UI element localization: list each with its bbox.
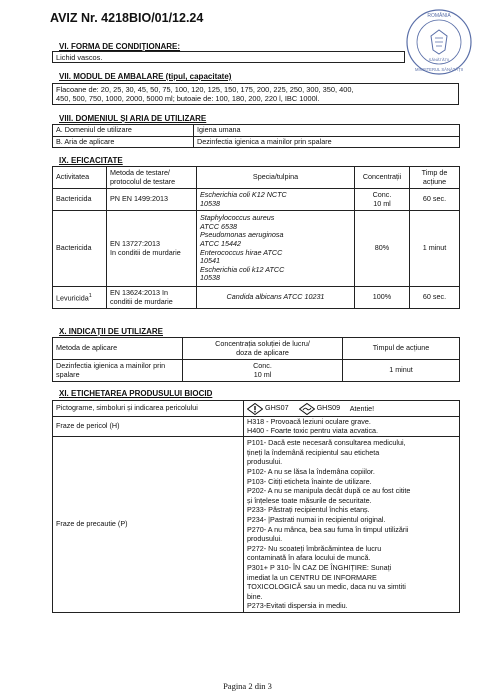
col-method-aplicare: Metoda de aplicare: [53, 338, 183, 360]
precaution-line: TOXICOLOGICĂ sau un medic, daca nu va simtiti: [247, 582, 406, 592]
table-row: [53, 189, 460, 211]
section-forma-title: VI. FORMA DE CONDIȚIONARE:: [59, 42, 181, 51]
row1-species: [197, 189, 355, 211]
precaution-line: contaminată în afara locului de muncă.: [247, 553, 371, 563]
col-timpul: Timpul de acțiune: [343, 338, 460, 360]
precaution-line: P301+ P 310- ÎN CAZ DE ÎNGHIȚIRE: Sunați: [247, 562, 392, 572]
col-conc-doza: [183, 338, 343, 360]
precaution-line: P233- Păstrați recipientul închis etanș.: [247, 505, 370, 515]
ambalare-line-2: 450, 500, 750, 1000, 2000, 5000 ml; butoaie de: 100, 180, 200, 220 l, IBC 1000l.: [56, 94, 320, 104]
precaution-line: bine.: [247, 591, 263, 601]
precaution-line: P234- |Pastrati numai in recipientul original.: [247, 514, 386, 524]
row3-activity-text: Levuricida: [56, 293, 89, 303]
forma-value: [52, 51, 405, 63]
row3-activity: [53, 287, 107, 309]
signal-word: Atentie!: [349, 403, 375, 413]
precaution-line: produsului.: [247, 457, 283, 467]
hazard-cell: [244, 417, 460, 437]
col-activity: Activitatea: [53, 167, 107, 189]
ghs07-exclamation-icon: [247, 403, 263, 415]
precaution-line: produsului.: [247, 534, 283, 544]
precaution-line: P101- Dacă este necesară consultarea medicului,: [247, 438, 406, 448]
col-conc-line2: doza de aplicare: [236, 347, 289, 357]
indicatii-conc-line2: 10 ml: [253, 369, 272, 379]
row3-species: Candida albicans ATCC 10231: [197, 287, 355, 309]
row1-species-line: 10538: [200, 198, 220, 208]
ghs09-environment-icon: [299, 403, 315, 415]
col-time-line2: acțiune: [422, 176, 447, 186]
page-number: Pagina 2 din 3: [223, 681, 272, 691]
ambalare-line-1: Flacoane de: 20, 25, 30, 45, 50, 75, 100, 120, 125, 150, 175, 200, 225, 250, 300, 350, 400,: [56, 85, 354, 94]
precaution-line: P270- A nu mânca, bea sau fuma în timpul utilizării: [247, 524, 409, 534]
section-indicatii-title: X. INDICAȚII DE UTILIZARE: [59, 327, 163, 336]
row2-species-line: Staphylococcus aureus: [200, 213, 275, 223]
indicatii-method: [53, 360, 183, 382]
row2-species-line: Enterococcus hirae ATCC: [200, 247, 283, 257]
row1-time: 60 sec.: [410, 189, 460, 211]
precaution-line: P273-Evitati dispersia in mediu.: [247, 601, 348, 611]
domeniul-value: Igiena umana: [194, 125, 460, 137]
indicatii-conc: [183, 360, 343, 382]
hazard-statement: H318 - Provoacă leziuni oculare grave.: [247, 417, 371, 426]
eficacitate-header-row: [53, 167, 460, 189]
pictogram-row: [53, 401, 460, 417]
row2-time: 1 minut: [410, 211, 460, 287]
etichetare-table: [52, 400, 460, 613]
section-eficacitate-title: IX. EFICACITATE: [59, 156, 123, 165]
row1-method: PN EN 1499:2013: [107, 189, 197, 211]
row2-species-line: 10538: [200, 273, 220, 283]
indicatii-method-line1: Dezinfectia igienica a mainilor prin: [56, 360, 166, 370]
ghs09-label: GHS09: [316, 403, 341, 413]
domeniul-table: [52, 124, 460, 148]
row3-concentration: 100%: [355, 287, 410, 309]
col-method-line2: protocolul de testare: [110, 176, 176, 186]
row3-time: 60 sec.: [410, 287, 460, 309]
row1-species-line: Escherichia coli K12 NCTC: [200, 189, 287, 199]
section-etichetare-title: XI. ETICHETAREA PRODUSULUI BIOCID: [59, 389, 213, 398]
row2-species-line: Pseudomonas aeruginosa: [200, 230, 284, 240]
row2-species-line: Escherichia coli k12 ATCC: [200, 264, 285, 274]
pictogram-cell: [244, 401, 460, 417]
col-method: [107, 167, 197, 189]
table-row: [53, 211, 460, 287]
document-title: AVIZ Nr. 4218BIO/01/12.24: [50, 11, 204, 25]
precaution-line: și înțelese toate măsurile de securitate.: [247, 495, 372, 505]
ghs07-label: GHS07: [265, 403, 289, 413]
table-row: [53, 360, 460, 382]
precaution-row: [53, 437, 460, 613]
row2-species-line: 10541: [200, 256, 220, 266]
hazard-row: [53, 417, 460, 437]
hazard-statement: H400 - Foarte toxic pentru viata acvatica.: [247, 425, 379, 435]
col-species: Specia/tulpina: [197, 167, 355, 189]
stamp-bottom-text: MINISTERUL SĂNĂTĂȚII: [414, 67, 464, 72]
table-row: [53, 136, 460, 148]
precaution-label: Fraze de precautie (P): [53, 437, 244, 613]
table-row: [53, 125, 460, 137]
eficacitate-table: [52, 166, 460, 309]
section-domeniul-title: VIII. DOMENIUL ȘI ARIA DE UTILIZARE: [59, 114, 207, 123]
row2-method: [107, 211, 197, 287]
row2-activity: Bactericida: [53, 211, 107, 287]
indicatii-time: 1 minut: [343, 360, 460, 382]
precaution-line: țineți la îndemână recipientul sau eticheta: [247, 447, 380, 457]
col-time: [410, 167, 460, 189]
pictogram-label: Pictograme, simboluri și indicarea pericolului: [53, 401, 244, 417]
forma-text: Lichid vascos.: [56, 53, 103, 62]
row2-species-line: ATCC 6538: [200, 221, 238, 231]
precaution-line: P103- Citiți eticheta înainte de utilizare.: [247, 476, 372, 486]
precaution-line: P102- A nu se lăsa la îndemâna copiilor.: [247, 466, 375, 476]
table-row: [53, 287, 460, 309]
row2-method-line1: EN 13727:2013: [110, 238, 160, 248]
row1-conc-line2: 10 ml: [373, 198, 391, 208]
ambalare-box: [52, 83, 459, 105]
stamp-center-text: SĂNĂTĂȚII: [428, 57, 450, 62]
col-concentration: Concentrații: [355, 167, 410, 189]
aria-label: B. Aria de aplicare: [53, 136, 194, 148]
stamp-top-text: ROMÂNIA: [427, 13, 451, 19]
precaution-line: imediat la un CENTRU DE INFORMARE: [247, 572, 377, 582]
ministry-stamp-icon: [405, 8, 473, 76]
row3-method-line2: conditii de murdarie: [110, 296, 173, 306]
precaution-line: P202- A nu se manipula decât după ce au fost citite: [247, 486, 411, 496]
row3-activity-sup: 1: [88, 293, 92, 299]
aria-value: Dezinfectia igienica a mainilor prin spalare: [194, 136, 460, 148]
hazard-label: Fraze de pericol (H): [53, 417, 244, 437]
col-method-line1: Metoda de testare/: [110, 167, 170, 177]
row1-concentration: [355, 189, 410, 211]
domeniul-label: A. Domeniul de utilizare: [53, 125, 194, 137]
indicatii-table: [52, 337, 460, 382]
row2-concentration: 80%: [355, 211, 410, 287]
indicatii-header-row: [53, 338, 460, 360]
row3-method: [107, 287, 197, 309]
indicatii-conc-line1: Conc.: [253, 360, 272, 370]
col-conc-line1: Concentrația soluției de lucru/: [215, 338, 310, 348]
col-time-line1: Timp de: [421, 167, 448, 177]
row3-method-line1: EN 13624:2013 In: [110, 287, 168, 297]
row2-species-line: ATCC 15442: [200, 238, 242, 248]
row1-conc-line1: Conc.: [372, 189, 392, 199]
section-ambalare-title: VII. MODUL DE AMBALARE (tipul, capacitate): [59, 72, 232, 81]
precaution-cell: [244, 437, 460, 613]
indicatii-method-line2: spalare: [56, 369, 80, 379]
row2-species: [197, 211, 355, 287]
row1-activity: Bactericida: [53, 189, 107, 211]
row2-method-line2: In conditii de murdarie: [110, 247, 181, 257]
precaution-line: P272- Nu scoateți îmbrăcămintea de lucru: [247, 543, 382, 553]
